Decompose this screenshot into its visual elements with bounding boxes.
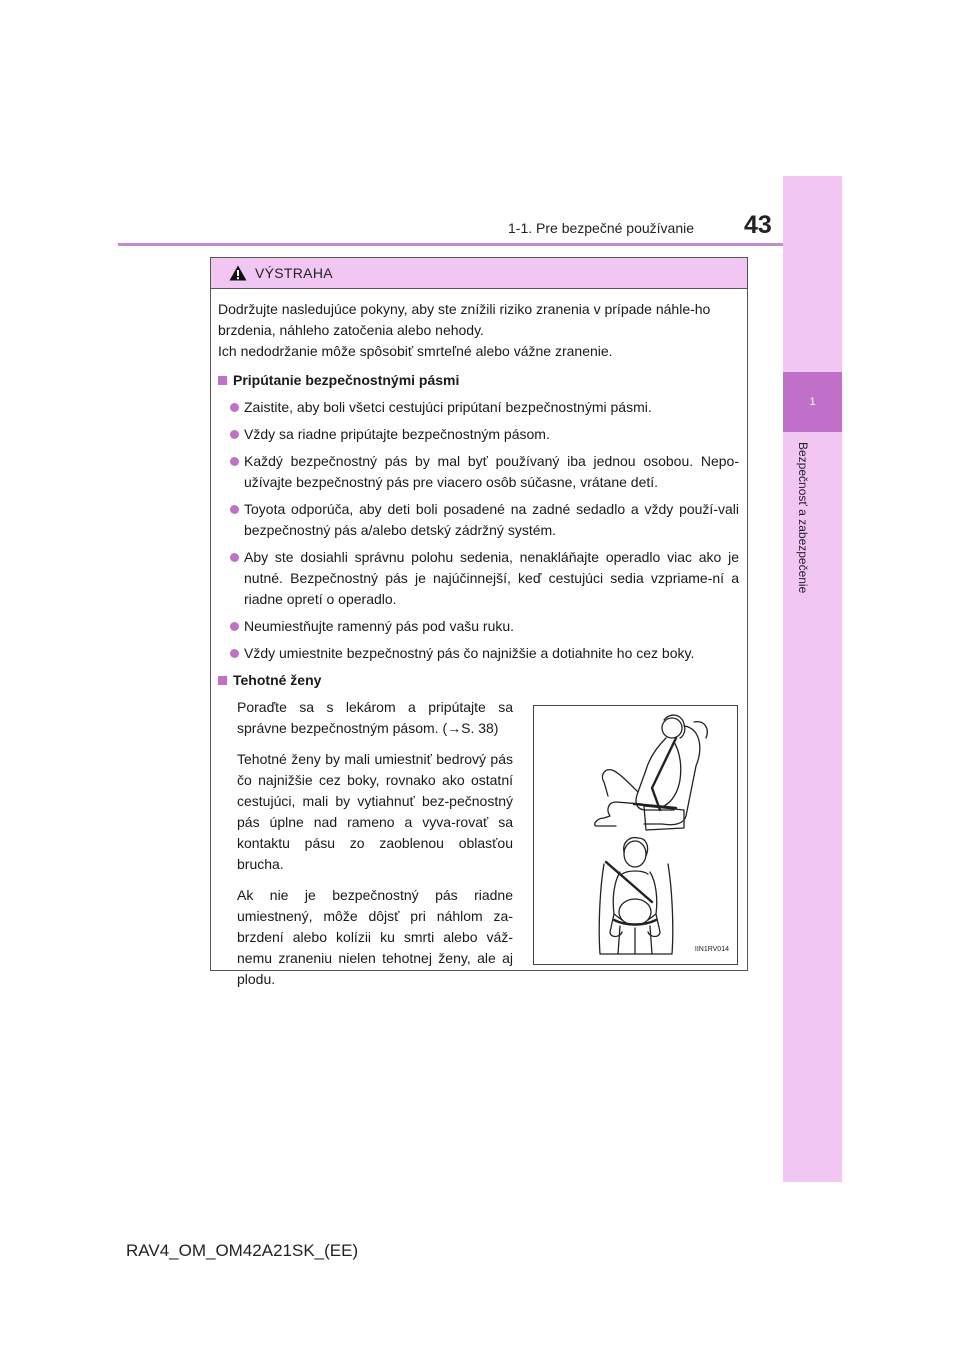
figure-code: IIN1RV014	[694, 946, 729, 953]
page-number: 43	[744, 211, 772, 239]
pregnant-section	[218, 697, 739, 997]
warning-intro	[218, 299, 739, 362]
warning-icon	[229, 265, 247, 281]
pregnant-para-3: Ak nie je bezpečnostný pás riadne umiestnený, môže dôjsť pri náhlom za-brzdení alebo kolízii ku smrti alebo váž-nemu zraneniu nielen tehotnej ženy, ale aj plodu.	[237, 887, 513, 987]
list-item: Toyota odporúča, aby deti boli posadené na zadné sedadlo a vždy použí-vali bezpečnostný pás a/alebo detský zádržný systém.	[230, 499, 739, 541]
list-item: Vždy umiestnite bezpečnostný pás čo najnižšie a dotiahnite ho cez boky.	[230, 643, 739, 664]
bullet-dot-icon	[230, 430, 239, 439]
chapter-label: Bezpečnosť a zabezpečenie	[796, 442, 810, 594]
pregnant-text	[237, 697, 513, 1000]
bullet-dot-icon	[230, 553, 239, 562]
bullet-dot-icon	[230, 403, 239, 412]
section-heading-pregnant: Tehotné ženy	[218, 670, 739, 691]
footer-doc-code: RAV4_OM_OM42A21SK_(EE)	[126, 1241, 359, 1260]
pregnant-para-2: Tehotné ženy by mali umiestniť bedrový pás čo najnižšie cez boky, rovnako ako ostatní cestujúci, mali by vytiahnuť bez-pečnostný pás úplne nad rameno a vyva-rovať sa kontaktu pásu zo zaoblenou oblasťou brucha.	[237, 751, 513, 872]
warning-title: VÝSTRAHA	[255, 265, 333, 281]
intro-line-2: Ich nedodržanie môže spôsobiť smrteľné alebo vážne zranenie.	[218, 343, 613, 359]
warning-body	[211, 289, 747, 997]
pregnant-para-1: Poraďte sa s lekárom a pripútajte sa správne bezpečnostným pásom. (→S. 38)	[237, 699, 513, 736]
list-item: Aby ste dosiahli správnu polohu sedenia, nenakláňajte operadlo viac ako je nutné. Bezpečnostný pás je najúčinnejší, keď cestujúci sedia vzpriame-ní a riadne opretí o operadlo.	[230, 547, 739, 610]
list-item: Každý bezpečnostný pás by mal byť používaný iba jednou osobou. Nepo-užívajte bezpečnostný pás pre viacero osôb súčasne, vrátane detí.	[230, 451, 739, 493]
bullet-dot-icon	[230, 457, 239, 466]
pregnant-woman-illustration	[534, 706, 737, 964]
pregnant-seatbelt-figure	[533, 705, 738, 965]
chapter-number: 1	[783, 372, 842, 432]
bullet-dot-icon	[230, 622, 239, 631]
intro-line-1: Dodržujte nasledujúce pokyny, aby ste znížili riziko zranenia v prípade náhle-ho brzdenia, náhleho zatočenia alebo nehody.	[218, 301, 711, 338]
section-heading-seatbelts: Pripútanie bezpečnostnými pásmi	[218, 370, 739, 391]
list-item: Vždy sa riadne pripútajte bezpečnostným pásom.	[230, 424, 739, 445]
warning-box	[210, 257, 748, 987]
bullet-dot-icon	[230, 505, 239, 514]
list-item: Neumiestňujte ramenný pás pod vašu ruku.	[230, 616, 739, 637]
side-tab	[783, 176, 842, 1182]
section-title: 1-1. Pre bezpečné používanie	[508, 220, 695, 236]
list-item: Zaistite, aby boli všetci cestujúci pripútaní bezpečnostnými pásmi.	[230, 397, 739, 418]
warning-header	[211, 258, 747, 289]
square-bullet-icon	[218, 676, 227, 685]
bullet-dot-icon	[230, 649, 239, 658]
square-bullet-icon	[218, 376, 227, 385]
header-rule	[118, 243, 783, 246]
